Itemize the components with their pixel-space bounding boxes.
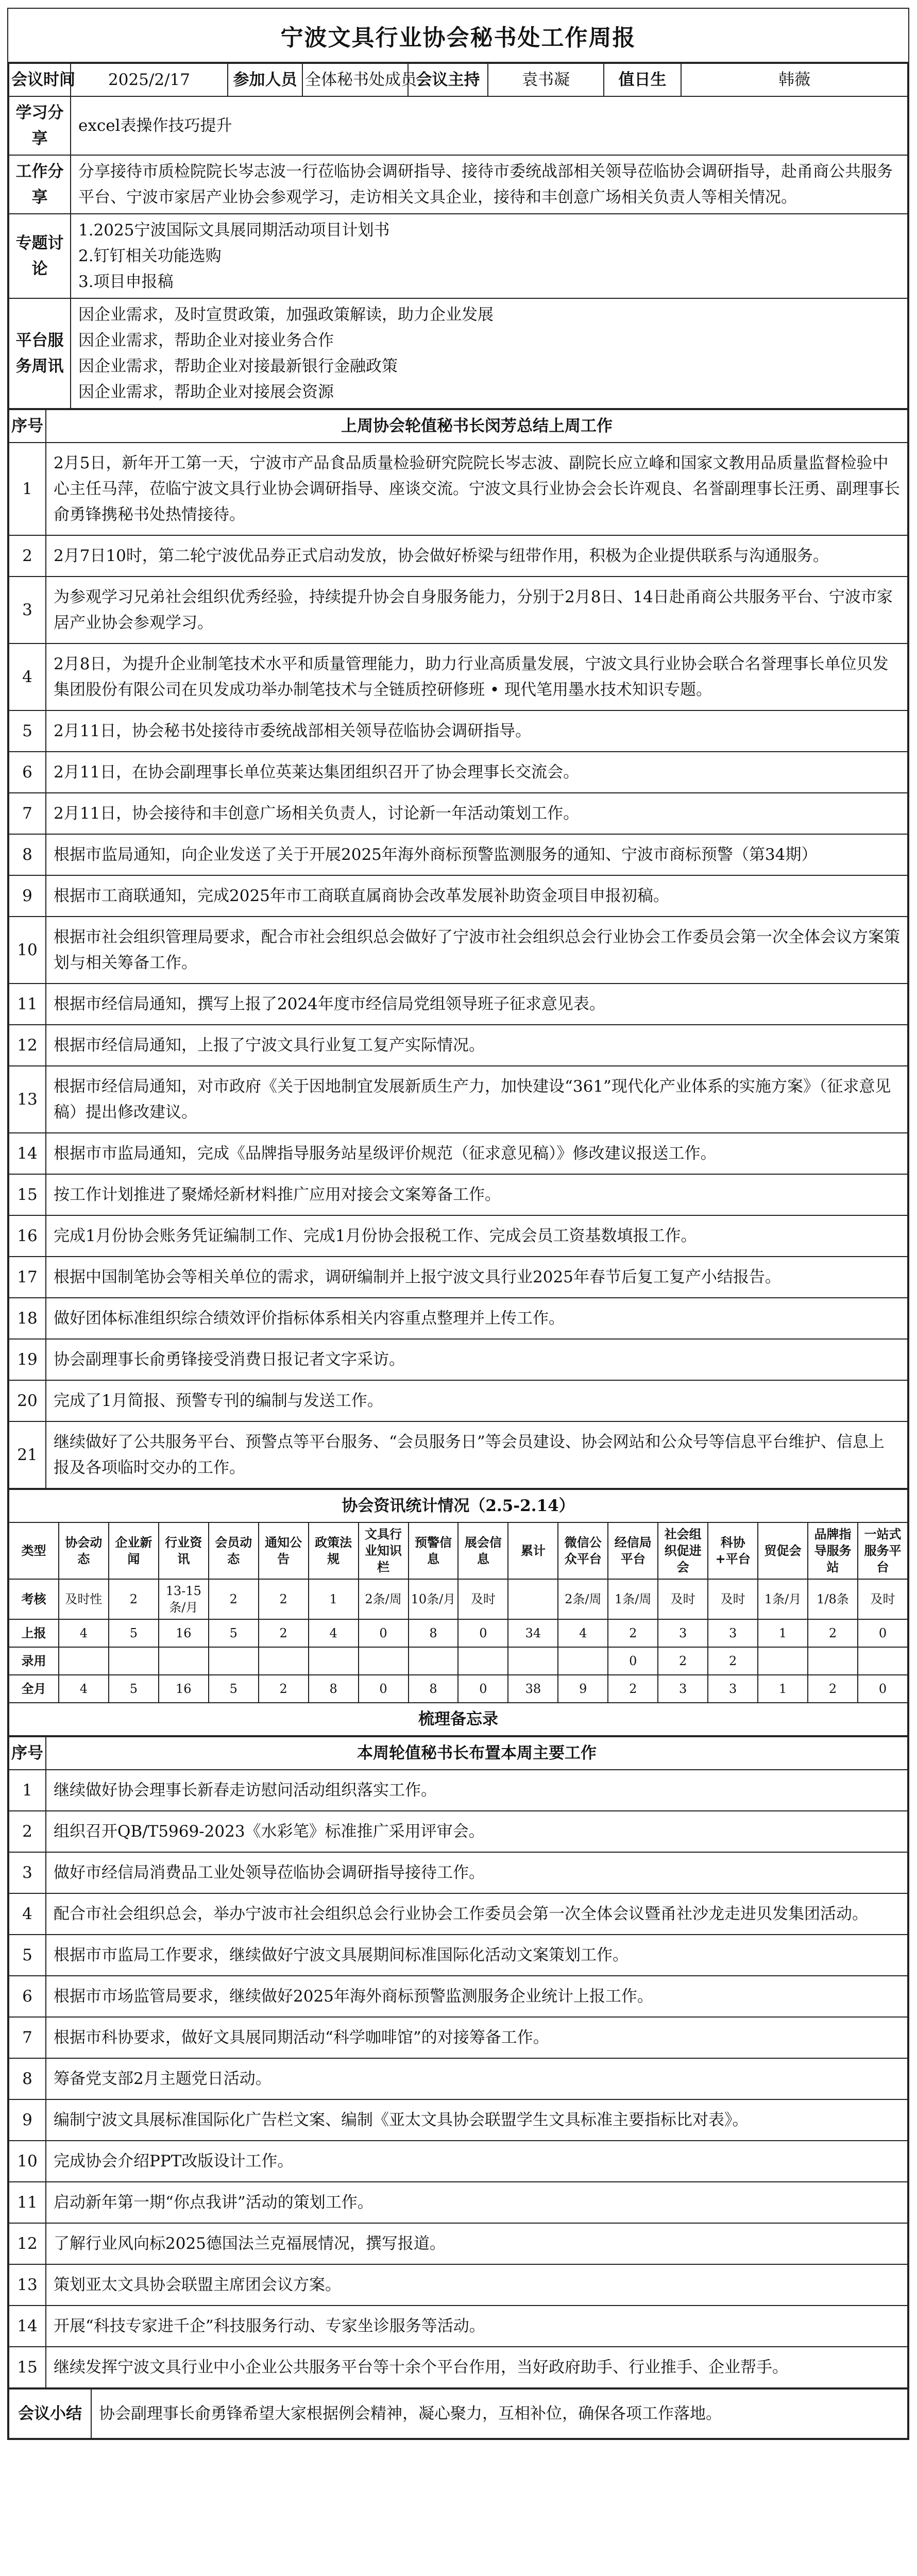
stats-cell: 及时 bbox=[708, 1579, 758, 1619]
summary-label: 会议小结 bbox=[9, 2389, 91, 2438]
item-text: 2月11日，在协会副理事长单位英莱达集团组织召开了协会理事长交流会。 bbox=[46, 752, 908, 793]
report-document bbox=[7, 8, 909, 2440]
topic-label: 专题讨论 bbox=[9, 214, 71, 298]
item-text: 配合市社会组织总会，举办宁波市社会组织总会行业协会工作委员会第一次全体会议暨甬社沙龙走进贝发集团活动。 bbox=[46, 1893, 908, 1935]
work-item-row bbox=[9, 2347, 908, 2388]
stats-cell: 34 bbox=[508, 1619, 558, 1647]
platform-list bbox=[71, 298, 908, 409]
duty-value: 韩薇 bbox=[681, 63, 908, 96]
stats-column-header: 科协+平台 bbox=[708, 1522, 758, 1579]
stats-column-header: 贸促会 bbox=[758, 1522, 808, 1579]
item-text: 根据市市场监管局要求，继续做好2025年海外商标预警监测服务企业统计上报工作。 bbox=[46, 1976, 908, 2017]
this-week-header-row bbox=[9, 1737, 908, 1770]
item-text: 开展“科技专家进千企”科技服务行动、专家坐诊服务等活动。 bbox=[46, 2306, 908, 2347]
item-number: 8 bbox=[9, 834, 46, 875]
item-number: 1 bbox=[9, 443, 46, 535]
host-value: 袁书凝 bbox=[488, 63, 604, 96]
seq-header: 序号 bbox=[9, 410, 46, 443]
stats-cell bbox=[508, 1579, 558, 1619]
stats-cell: 0 bbox=[858, 1675, 908, 1703]
item-text: 根据市科协要求，做好文具展同期活动“科学咖啡馆”的对接筹备工作。 bbox=[46, 2017, 908, 2058]
item-number: 10 bbox=[9, 917, 46, 984]
topic-item: 2.钉钉相关功能选购 bbox=[78, 247, 222, 265]
item-number: 13 bbox=[9, 2264, 46, 2306]
work-item-row bbox=[9, 1935, 908, 1976]
stats-cell bbox=[259, 1647, 309, 1675]
item-text: 完成了1月简报、预警专刊的编制与发送工作。 bbox=[46, 1380, 908, 1421]
stats-body bbox=[9, 1522, 908, 1703]
stats-cell: 3 bbox=[708, 1675, 758, 1703]
item-text: 为参观学习兄弟社会组织优秀经验，持续提升协会自身服务能力，分别于2月8日、14日赴甬商公共服务平台、宁波市家居产业协会参观学习。 bbox=[46, 577, 908, 643]
summary-table bbox=[8, 2388, 908, 2439]
work-item-row bbox=[9, 834, 908, 875]
stats-column-header: 通知公告 bbox=[259, 1522, 309, 1579]
study-row bbox=[9, 96, 908, 155]
stats-column-header: 社会组织促进会 bbox=[658, 1522, 708, 1579]
item-number: 1 bbox=[9, 1770, 46, 1811]
attendees-value: 全体秘书处成员 bbox=[302, 63, 408, 96]
item-number: 7 bbox=[9, 2017, 46, 2058]
stats-cell: 4 bbox=[59, 1675, 109, 1703]
stats-cell bbox=[109, 1647, 159, 1675]
item-number: 14 bbox=[9, 2306, 46, 2347]
stats-column-header: 文具行业知识栏 bbox=[359, 1522, 409, 1579]
stats-data-row bbox=[9, 1647, 908, 1675]
meeting-meta-row bbox=[9, 63, 908, 96]
item-number: 20 bbox=[9, 1380, 46, 1421]
stats-cell: 2 bbox=[259, 1619, 309, 1647]
stats-cell: 1 bbox=[758, 1619, 808, 1647]
item-text: 做好团体标准组织综合绩效评价指标体系相关内容重点整理并上传工作。 bbox=[46, 1298, 908, 1339]
duty-label: 值日生 bbox=[604, 63, 681, 96]
stats-cell: 10条/月 bbox=[409, 1579, 458, 1619]
stats-cell: 2 bbox=[608, 1619, 658, 1647]
stats-cell: 3 bbox=[658, 1675, 708, 1703]
this-week-table bbox=[8, 1736, 908, 2388]
work-item-row bbox=[9, 1174, 908, 1215]
work-item-row bbox=[9, 984, 908, 1025]
stats-cell bbox=[758, 1647, 808, 1675]
platform-item: 因企业需求，帮助企业对接最新银行金融政策 bbox=[78, 357, 398, 376]
item-number: 9 bbox=[9, 2099, 46, 2141]
item-number: 13 bbox=[9, 1066, 46, 1133]
item-text: 组织召开QB/T5969-2023《水彩笔》标准推广采用评审会。 bbox=[46, 1811, 908, 1852]
stats-column-header: 预警信息 bbox=[409, 1522, 458, 1579]
item-text: 继续发挥宁波文具行业中小企业公共服务平台等十余个平台作用，当好政府助手、行业推手、企业帮手。 bbox=[46, 2347, 908, 2388]
stats-cell: 8 bbox=[409, 1619, 458, 1647]
work-item-row bbox=[9, 1380, 908, 1421]
item-number: 7 bbox=[9, 793, 46, 834]
memo-title: 梳理备忘录 bbox=[9, 1703, 908, 1736]
work-item-row bbox=[9, 443, 908, 535]
stats-cell bbox=[808, 1647, 858, 1675]
item-text: 编制宁波文具展标准国际化广告栏文案、编制《亚太文具协会联盟学生文具标准主要指标比对表》。 bbox=[46, 2099, 908, 2141]
stats-column-header: 协会动态 bbox=[59, 1522, 109, 1579]
item-number: 19 bbox=[9, 1339, 46, 1380]
this-week-list bbox=[9, 1770, 908, 2388]
meeting-info-table bbox=[8, 63, 908, 409]
stats-cell: 2条/周 bbox=[558, 1579, 608, 1619]
work-item-row bbox=[9, 1025, 908, 1066]
item-number: 10 bbox=[9, 2141, 46, 2182]
work-item-row bbox=[9, 710, 908, 752]
item-text: 根据市工商联通知，完成2025年市工商联直属商协会改革发展补助资金项目申报初稿。 bbox=[46, 875, 908, 917]
item-text: 完成1月份协会账务凭证编制工作、完成1月份协会报税工作、完成会员工资基数填报工作。 bbox=[46, 1215, 908, 1257]
item-number: 12 bbox=[9, 1025, 46, 1066]
stats-title: 协会资讯统计情况（2.5-2.14） bbox=[9, 1489, 908, 1522]
stats-cell: 5 bbox=[109, 1619, 159, 1647]
stats-column-header: 行业资讯 bbox=[159, 1522, 209, 1579]
stats-cell: 1 bbox=[758, 1675, 808, 1703]
stats-cell bbox=[209, 1647, 259, 1675]
stats-column-header: 累计 bbox=[508, 1522, 558, 1579]
platform-item: 因企业需求，帮助企业对接展会资源 bbox=[78, 383, 334, 401]
stats-data-row bbox=[9, 1619, 908, 1647]
study-label: 学习分享 bbox=[9, 96, 71, 155]
stats-cell bbox=[409, 1647, 458, 1675]
stats-cell: 2 bbox=[259, 1579, 309, 1619]
work-item-row bbox=[9, 793, 908, 834]
last-week-list bbox=[9, 443, 908, 1488]
stats-cell: 0 bbox=[359, 1619, 409, 1647]
stats-cell: 及时 bbox=[858, 1579, 908, 1619]
item-number: 15 bbox=[9, 2347, 46, 2388]
stats-cell: 及时性 bbox=[59, 1579, 109, 1619]
stats-cell bbox=[508, 1647, 558, 1675]
work-item-row bbox=[9, 1257, 908, 1298]
date-label: 会议时间 bbox=[9, 63, 71, 96]
item-number: 2 bbox=[9, 1811, 46, 1852]
item-text: 2月7日10时，第二轮宁波优品券正式启动发放，协会做好桥梁与纽带作用，积极为企业提供联系与沟通服务。 bbox=[46, 535, 908, 577]
topic-row bbox=[9, 214, 908, 298]
item-text: 策划亚太文具协会联盟主席团会议方案。 bbox=[46, 2264, 908, 2306]
platform-item: 因企业需求，帮助企业对接业务合作 bbox=[78, 331, 334, 350]
work-item-row bbox=[9, 2223, 908, 2264]
item-number: 14 bbox=[9, 1133, 46, 1174]
stats-cell bbox=[159, 1647, 209, 1675]
topic-list bbox=[71, 214, 908, 298]
item-text: 2月11日，协会秘书处接待市委统战部相关领导莅临协会调研指导。 bbox=[46, 710, 908, 752]
item-number: 4 bbox=[9, 643, 46, 710]
stats-header-row bbox=[9, 1522, 908, 1579]
stats-cell: 2 bbox=[209, 1579, 259, 1619]
stats-cell: 4 bbox=[309, 1619, 359, 1647]
stats-cell: 及时 bbox=[658, 1579, 708, 1619]
stats-title-row bbox=[9, 1489, 908, 1522]
stats-cell: 0 bbox=[608, 1647, 658, 1675]
stats-cell: 2条/周 bbox=[359, 1579, 409, 1619]
work-item-row bbox=[9, 1811, 908, 1852]
stats-cell: 16 bbox=[159, 1675, 209, 1703]
topic-item: 1.2025宁波国际文具展同期活动项目计划书 bbox=[78, 221, 390, 240]
stats-cell: 2 bbox=[808, 1675, 858, 1703]
stats-data-row bbox=[9, 1579, 908, 1619]
item-number: 6 bbox=[9, 752, 46, 793]
platform-item: 因企业需求，及时宣贯政策，加强政策解读，助力企业发展 bbox=[78, 306, 494, 324]
attendees-label: 参加人员 bbox=[228, 63, 302, 96]
stats-column-header: 展会信息 bbox=[458, 1522, 508, 1579]
work-item-row bbox=[9, 1976, 908, 2017]
item-number: 18 bbox=[9, 1298, 46, 1339]
work-item-row bbox=[9, 2264, 908, 2306]
platform-row bbox=[9, 298, 908, 409]
item-number: 3 bbox=[9, 577, 46, 643]
stats-column-header: 类型 bbox=[9, 1522, 59, 1579]
work-item-row bbox=[9, 2141, 908, 2182]
item-text: 筹备党支部2月主题党日活动。 bbox=[46, 2058, 908, 2099]
stats-cell: 8 bbox=[309, 1675, 359, 1703]
meeting-date: 2025/2/17 bbox=[71, 63, 228, 96]
work-item-row bbox=[9, 2058, 908, 2099]
stats-column-header: 品牌指导服务站 bbox=[808, 1522, 858, 1579]
item-text: 继续做好了公共服务平台、预警点等平台服务、“会员服务日”等会员建设、协会网站和公众号等信息平台维护、信息上报及各项临时交办的工作。 bbox=[46, 1421, 908, 1488]
seq-header: 序号 bbox=[9, 1737, 46, 1770]
stats-cell: 5 bbox=[109, 1675, 159, 1703]
item-number: 9 bbox=[9, 875, 46, 917]
platform-label: 平台服务周讯 bbox=[9, 298, 71, 409]
item-text: 2月5日，新年开工第一天，宁波市产品食品质量检验研究院院长岑志波、副院长应立峰和国家文教用品质量监督检验中心主任马萍，莅临宁波文具行业协会调研指导、座谈交流。宁波文具行业协会会长许观良、名誉副理事长汪勇、副理事长俞勇锋携秘书处热情接待。 bbox=[46, 443, 908, 535]
stats-cell: 4 bbox=[59, 1619, 109, 1647]
stats-cell: 2 bbox=[708, 1647, 758, 1675]
item-number: 4 bbox=[9, 1893, 46, 1935]
stats-column-header: 会员动态 bbox=[209, 1522, 259, 1579]
stats-cell bbox=[458, 1647, 508, 1675]
news-stats-table bbox=[8, 1489, 908, 1736]
stats-cell: 2 bbox=[608, 1675, 658, 1703]
item-text: 根据市市监局通知，完成《品牌指导服务站星级评价规范（征求意见稿）》修改建议报送工作。 bbox=[46, 1133, 908, 1174]
work-item-row bbox=[9, 917, 908, 984]
stats-row-label: 考核 bbox=[9, 1579, 59, 1619]
stats-cell: 0 bbox=[858, 1619, 908, 1647]
item-text: 继续做好协会理事长新春走访慰问活动组织落实工作。 bbox=[46, 1770, 908, 1811]
item-text: 完成协会介绍PPT改版设计工作。 bbox=[46, 2141, 908, 2182]
work-item-row bbox=[9, 535, 908, 577]
host-label: 会议主持 bbox=[408, 63, 488, 96]
item-text: 根据中国制笔协会等相关单位的需求，调研编制并上报宁波文具行业2025年春节后复工复产小结报告。 bbox=[46, 1257, 908, 1298]
report-title: 宁波文具行业协会秘书处工作周报 bbox=[8, 9, 908, 63]
item-number: 6 bbox=[9, 1976, 46, 2017]
item-number: 15 bbox=[9, 1174, 46, 1215]
work-item-row bbox=[9, 1066, 908, 1133]
item-text: 根据市经信局通知，上报了宁波文具行业复工复产实际情况。 bbox=[46, 1025, 908, 1066]
item-number: 21 bbox=[9, 1421, 46, 1488]
work-item-row bbox=[9, 2099, 908, 2141]
stats-row-label: 录用 bbox=[9, 1647, 59, 1675]
work-item-row bbox=[9, 1215, 908, 1257]
item-text: 根据市经信局通知，对市政府《关于因地制宜发展新质生产力，加快建设“361”现代化产业体系的实施方案》（征求意见稿）提出修改建议。 bbox=[46, 1066, 908, 1133]
work-item-row bbox=[9, 577, 908, 643]
item-number: 17 bbox=[9, 1257, 46, 1298]
work-item-row bbox=[9, 752, 908, 793]
work-item-row bbox=[9, 875, 908, 917]
work-share-label: 工作分享 bbox=[9, 155, 71, 214]
stats-cell: 2 bbox=[259, 1675, 309, 1703]
item-number: 5 bbox=[9, 1935, 46, 1976]
stats-cell: 2 bbox=[808, 1619, 858, 1647]
stats-cell: 1/8条 bbox=[808, 1579, 858, 1619]
last-week-header-row bbox=[9, 410, 908, 443]
stats-cell: 13-15条/月 bbox=[159, 1579, 209, 1619]
item-number: 11 bbox=[9, 984, 46, 1025]
item-number: 5 bbox=[9, 710, 46, 752]
topic-item: 3.项目申报稿 bbox=[78, 273, 174, 291]
work-item-row bbox=[9, 2182, 908, 2223]
summary-row bbox=[9, 2389, 908, 2438]
stats-cell: 2 bbox=[658, 1647, 708, 1675]
item-number: 16 bbox=[9, 1215, 46, 1257]
item-text: 根据市经信局通知，撰写上报了2024年度市经信局党组领导班子征求意见表。 bbox=[46, 984, 908, 1025]
stats-row-label: 全月 bbox=[9, 1675, 59, 1703]
work-item-row bbox=[9, 2306, 908, 2347]
item-text: 根据市社会组织管理局要求，配合市社会组织总会做好了宁波市社会组织总会行业协会工作委员会第一次全体会议方案策划与相关筹备工作。 bbox=[46, 917, 908, 984]
stats-cell: 5 bbox=[209, 1619, 259, 1647]
stats-cell: 5 bbox=[209, 1675, 259, 1703]
item-text: 2月11日，协会接待和丰创意广场相关负责人，讨论新一年活动策划工作。 bbox=[46, 793, 908, 834]
item-text: 根据市市监局工作要求，继续做好宁波文具展期间标准国际化活动文案策划工作。 bbox=[46, 1935, 908, 1976]
stats-cell: 4 bbox=[558, 1619, 608, 1647]
stats-cell bbox=[558, 1647, 608, 1675]
stats-cell bbox=[359, 1647, 409, 1675]
stats-column-header: 一站式服务平台 bbox=[858, 1522, 908, 1579]
stats-column-header: 经信局平台 bbox=[608, 1522, 658, 1579]
last-week-table bbox=[8, 409, 908, 1489]
stats-data-row bbox=[9, 1675, 908, 1703]
last-week-header: 上周协会轮值秘书长闵芳总结上周工作 bbox=[46, 410, 908, 443]
item-text: 做好市经信局消费品工业处领导莅临协会调研指导接待工作。 bbox=[46, 1852, 908, 1893]
stats-cell: 1 bbox=[309, 1579, 359, 1619]
stats-cell: 3 bbox=[708, 1619, 758, 1647]
stats-cell: 3 bbox=[658, 1619, 708, 1647]
item-number: 12 bbox=[9, 2223, 46, 2264]
item-number: 11 bbox=[9, 2182, 46, 2223]
work-item-row bbox=[9, 643, 908, 710]
item-text: 启动新年第一期“你点我讲”活动的策划工作。 bbox=[46, 2182, 908, 2223]
stats-cell: 16 bbox=[159, 1619, 209, 1647]
work-item-row bbox=[9, 1339, 908, 1380]
work-item-row bbox=[9, 1133, 908, 1174]
stats-cell: 0 bbox=[458, 1675, 508, 1703]
item-text: 了解行业风向标2025德国法兰克福展情况，撰写报道。 bbox=[46, 2223, 908, 2264]
stats-cell: 1条/月 bbox=[758, 1579, 808, 1619]
stats-column-header: 微信公众平台 bbox=[558, 1522, 608, 1579]
stats-cell: 38 bbox=[508, 1675, 558, 1703]
work-item-row bbox=[9, 1852, 908, 1893]
memo-row bbox=[9, 1703, 908, 1736]
this-week-header: 本周轮值秘书长布置本周主要工作 bbox=[46, 1737, 908, 1770]
stats-cell: 0 bbox=[458, 1619, 508, 1647]
study-text: excel表操作技巧提升 bbox=[71, 96, 908, 155]
stats-cell: 1条/周 bbox=[608, 1579, 658, 1619]
work-item-row bbox=[9, 1893, 908, 1935]
stats-column-header: 企业新闻 bbox=[109, 1522, 159, 1579]
work-item-row bbox=[9, 1770, 908, 1811]
stats-cell bbox=[309, 1647, 359, 1675]
work-share-row bbox=[9, 155, 908, 214]
stats-cell: 9 bbox=[558, 1675, 608, 1703]
work-item-row bbox=[9, 2017, 908, 2058]
item-text: 按工作计划推进了聚烯烃新材料推广应用对接会文案筹备工作。 bbox=[46, 1174, 908, 1215]
stats-cell: 及时 bbox=[458, 1579, 508, 1619]
item-text: 2月8日，为提升企业制笔技术水平和质量管理能力，助力行业高质量发展，宁波文具行业协会联合名誉理事长单位贝发集团股份有限公司在贝发成功举办制笔技术与全链质控研修班 • 现代笔用墨水技术知识专题。 bbox=[46, 643, 908, 710]
work-share-text: 分享接待市质检院院长岑志波一行莅临协会调研指导、接待市委统战部相关领导莅临协会调研指导，赴甬商公共服务平台、宁波市家居产业协会参观学习，走访相关文具企业，接待和丰创意广场相关负责人等相关情况。 bbox=[71, 155, 908, 214]
stats-row-label: 上报 bbox=[9, 1619, 59, 1647]
stats-column-header: 政策法规 bbox=[309, 1522, 359, 1579]
stats-cell: 2 bbox=[109, 1579, 159, 1619]
summary-text: 协会副理事长俞勇锋希望大家根据例会精神，凝心聚力，互相补位，确保各项工作落地。 bbox=[91, 2389, 908, 2438]
item-number: 3 bbox=[9, 1852, 46, 1893]
stats-cell bbox=[59, 1647, 109, 1675]
item-number: 2 bbox=[9, 535, 46, 577]
stats-cell bbox=[858, 1647, 908, 1675]
work-item-row bbox=[9, 1298, 908, 1339]
item-text: 协会副理事长俞勇锋接受消费日报记者文字采访。 bbox=[46, 1339, 908, 1380]
item-number: 8 bbox=[9, 2058, 46, 2099]
stats-cell: 8 bbox=[409, 1675, 458, 1703]
item-text: 根据市监局通知，向企业发送了关于开展2025年海外商标预警监测服务的通知、宁波市商标预警（第34期） bbox=[46, 834, 908, 875]
stats-cell: 0 bbox=[359, 1675, 409, 1703]
work-item-row bbox=[9, 1421, 908, 1488]
